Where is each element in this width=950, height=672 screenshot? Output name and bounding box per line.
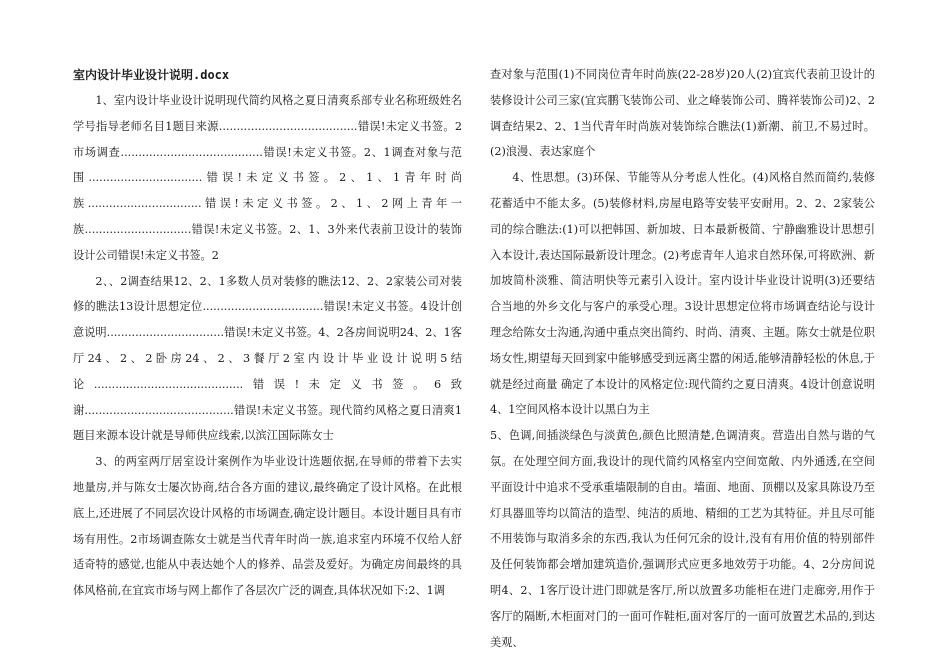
paragraph: 2、、2调查结果12、2、1多数人员对装修的瞧法12、2、2家装公司对装修的瞧法13设计思想定位..................................错误!未定义书签。4设计创意说明.................................错误!未定义书签。4、2各房间说明24、2、1客厅24、2、2卧房24、2、3餐厅2室内设计毕业设计说明5结论..........................................错误!未定义书签。6致谢..........................................错误!未定义书签。现代简约风格之夏日清爽1题目来源本设计就是导师供应线索,以滨江国际陈女士 [73,274,462,443]
document-title: 室内设计毕业设计说明.docx [73,68,230,82]
paragraph: 5、色调,间插淡绿色与淡黄色,颜色比照清楚,色调清爽。营造出自然与谐的气氛。在处理空间方面,我设计的现代简约风格室内空间宽敞、内外通透,在空间平面设计中追求不受承重墙限制的自由。墙面、地面、顶棚以及家具陈设乃至灯具器皿等均以简洁的造型、纯洁的质地、精细的工艺为其特征。并且尽可能不用装饰与取消多余的东西,我认为任何冗余的设计,没有有用价值的特别部件及任何装饰都会增加建筑造价,强调形式应更多地效劳于功能。4、2分房间说明4、2、1客厅设计进门即就是客厅,所以放置多功能柜在进门走廊旁,用作于客厅的隔断,木柜面对门的一面可作鞋柜,面对客厅的一面可放置艺术品的,到达美观、 [490,429,875,649]
paragraph: 查对象与范围(1)不同岗位青年时尚族(22-28岁)20人(2)宜宾代表前卫设计的装修设计公司三家(宜宾鹏飞装饰公司、业之峰装饰公司、腾祥装饰公司)2、2调查结果2、2、1当代青年时尚族对装饰综合瞧法(1)新潮、前卫,不易过时。(2)浪漫、表达家庭个 [490,68,875,159]
right-column [490,62,875,655]
paragraph: 4、性思想。(3)环保、节能等从分考虑人性化。(4)风格自然而简约,装修花蓄适中不能太多。(5)装修材料,房屋电路等安装平安耐用。2、2、2家装公司的综合瞧法:(1)可以把韩国、新加坡、日本最新极简、宁静幽雅设计思想引入本设计,表达国际最新设计理念。(2)考虑青年人追求自然环保,可将欧洲、新加坡简朴淡雅、简洁明快等元素引入设计。室内设计毕业设计说明(3)还要结合当地的外乡文化与客户的承受心理。3设计思想定位将市场调查结论与设计理念给陈女士沟通,沟通中重点突出简约、时尚、清爽、主题。陈女士就是位职场女性,期望每天回到家中能够感受到远离尘嚣的闲适,能够清静轻松的休息,于就是经过商量 确定了本设计的风格定位:现代简约之夏日清爽。4设计创意说明4、1空间风格本设计以黑白为主 [490,171,875,417]
paragraph: 3、的两室两厅居室设计案例作为毕业设计选题依据,在导师的带着下去实地量房,并与陈女士屡次协商,结合各方面的建议,最终确定了设计风格。在此根底上,还进展了不同层次设计风格的市场调查,确定设计题目。本设计题目具有市场有用性。2市场调查陈女士就是当代青年时尚一族,追求室内环境不仅给人舒适奇特的感觉,也能从中表达她个人的修养、品尝及爱好。为确定房间最终的具体风格前,在宜宾市场与网上都作了各层次广泛的调查,具体状况如下:2、1调 [73,455,462,598]
paragraph: 1、室内设计毕业设计说明现代简约风格之夏日清爽系部专业名称班级姓名学号指导老师名目1题目来源.......................................错误!未定义书签。2市场调查........................................错误!未定义书签。2、1调查对象与范围................................错误!未定义书签。2、1、1青年时尚族................................错误!未定义书签。2、1、2网上青年一族..............................错误!未定义书签。2、1、3外来代表前卫设计的装饰设计公司错误!未定义书签。2 [73,94,462,262]
left-column [73,62,462,604]
